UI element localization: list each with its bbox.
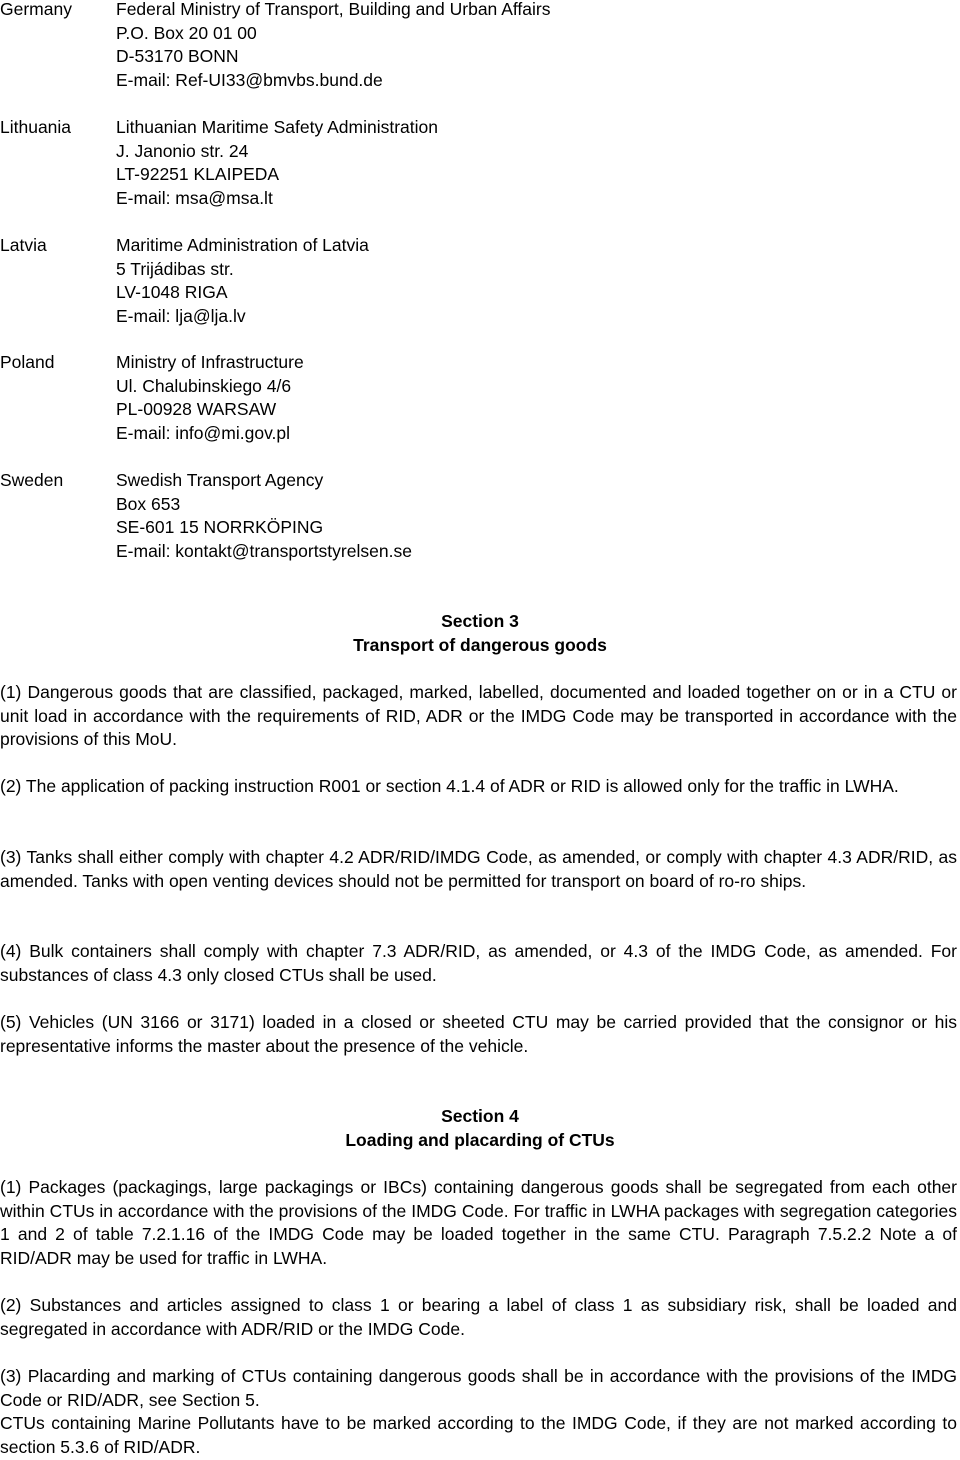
section-4-paragraph-1: (1) Packages (packagings, large packagings or IBCs) containing dangerous goods shall be segregated from each other within CTUs in accordance with the provisions of the IMDG Code. For traffic in LWHA packages with segregation categories 1 and 2 of table 7.2.1.16 of the IMDG Code may be loaded together in the same CTU. Paragraph 7.5.2.2 Note a of RID/ADR may be used for traffic in LWHA.	[0, 1177, 957, 1268]
section-3-heading	[0, 610, 960, 657]
section-3-paragraph-5: (5) Vehicles (UN 3166 or 3171) loaded in a closed or sheeted CTU may be carried provided that the consignor or his representative informs the master about the presence of the vehicle.	[0, 1012, 957, 1056]
authority-name: Maritime Administration of Latvia	[116, 235, 369, 255]
authority-address	[116, 116, 956, 210]
country-name: Sweden	[0, 470, 64, 490]
country-name: Latvia	[0, 235, 47, 255]
authority-name: Ministry of Infrastructure	[116, 352, 304, 372]
section-4-heading	[0, 1105, 960, 1152]
authority-address	[116, 469, 956, 563]
section-number: Section 3	[441, 611, 519, 631]
authority-name: Federal Ministry of Transport, Building and Urban Affairs	[116, 0, 551, 19]
authority-address	[116, 351, 956, 445]
address-line: Box 653	[116, 493, 181, 514]
address-line: Ul. Chalubinskiego 4/6	[116, 375, 292, 396]
country-name: Germany	[0, 0, 72, 19]
section-3-paragraph-2: (2) The application of packing instruction R001 or section 4.1.4 of ADR or RID is allowed only for the traffic in LWHA.	[0, 776, 899, 796]
address-line: SE-601 15 NORRKÖPING	[116, 517, 324, 537]
country-name: Lithuania	[0, 117, 72, 137]
section-title: Transport of dangerous goods	[353, 634, 607, 655]
section-3-paragraph-4: (4) Bulk containers shall comply with chapter 7.3 ADR/RID, as amended, or 4.3 of the IMDG Code, as amended. For substances of class 4.3 only closed CTUs shall be used.	[0, 941, 957, 985]
address-line: PL-00928 WARSAW	[116, 399, 277, 419]
address-line: D-53170 BONN	[116, 46, 239, 66]
section-3-paragraph-1: (1) Dangerous goods that are classified, packaged, marked, labelled, documented and loaded together on or in a CTU or unit load in accordance with the requirements of RID, ADR or the IMDG Code may be transported in accordance with the provisions of this MoU.	[0, 682, 957, 749]
authority-name: Swedish Transport Agency	[116, 470, 324, 490]
address-line: LT-92251 KLAIPEDA	[116, 164, 280, 184]
section-3-paragraph-3: (3) Tanks shall either comply with chapter 4.2 ADR/RID/IMDG Code, as amended, or comply with chapter 4.3 ADR/RID, as amended. Tanks with open venting devices should not be permitted for transport on board of ro-ro ships.	[0, 847, 957, 891]
address-line: J. Janonio str. 24	[116, 140, 249, 161]
address-line: 5 Trijádibas str.	[116, 258, 234, 279]
email-line: E-mail: msa@msa.lt	[116, 187, 273, 208]
section-4-paragraph-4: CTUs containing Marine Pollutants have to be marked according to the IMDG Code, if they are not marked according to section 5.3.6 of RID/ADR.	[0, 1413, 957, 1457]
country-name: Poland	[0, 352, 55, 372]
section-4-paragraph-3: (3) Placarding and marking of CTUs containing dangerous goods shall be in accordance with the provisions of the IMDG Code or RID/ADR, see Section 5.	[0, 1366, 957, 1410]
address-line: LV-1048 RIGA	[116, 282, 228, 302]
email-line: E-mail: kontakt@transportstyrelsen.se	[116, 540, 412, 561]
email-line: E-mail: info@mi.gov.pl	[116, 422, 291, 443]
email-line: E-mail: lja@lja.lv	[116, 305, 246, 326]
section-4-paragraph-2: (2) Substances and articles assigned to class 1 or bearing a label of class 1 as subsidiary risk, shall be loaded and segregated in accordance with ADR/RID or the IMDG Code.	[0, 1295, 957, 1339]
section-title: Loading and placarding of CTUs	[345, 1129, 615, 1150]
authority-address	[116, 0, 956, 92]
section-number: Section 4	[441, 1106, 519, 1126]
authority-name: Lithuanian Maritime Safety Administration	[116, 117, 438, 137]
address-line: P.O. Box 20 01 00	[116, 22, 257, 43]
email-line: E-mail: Ref-UI33@bmvbs.bund.de	[116, 69, 383, 90]
authority-address	[116, 234, 956, 328]
